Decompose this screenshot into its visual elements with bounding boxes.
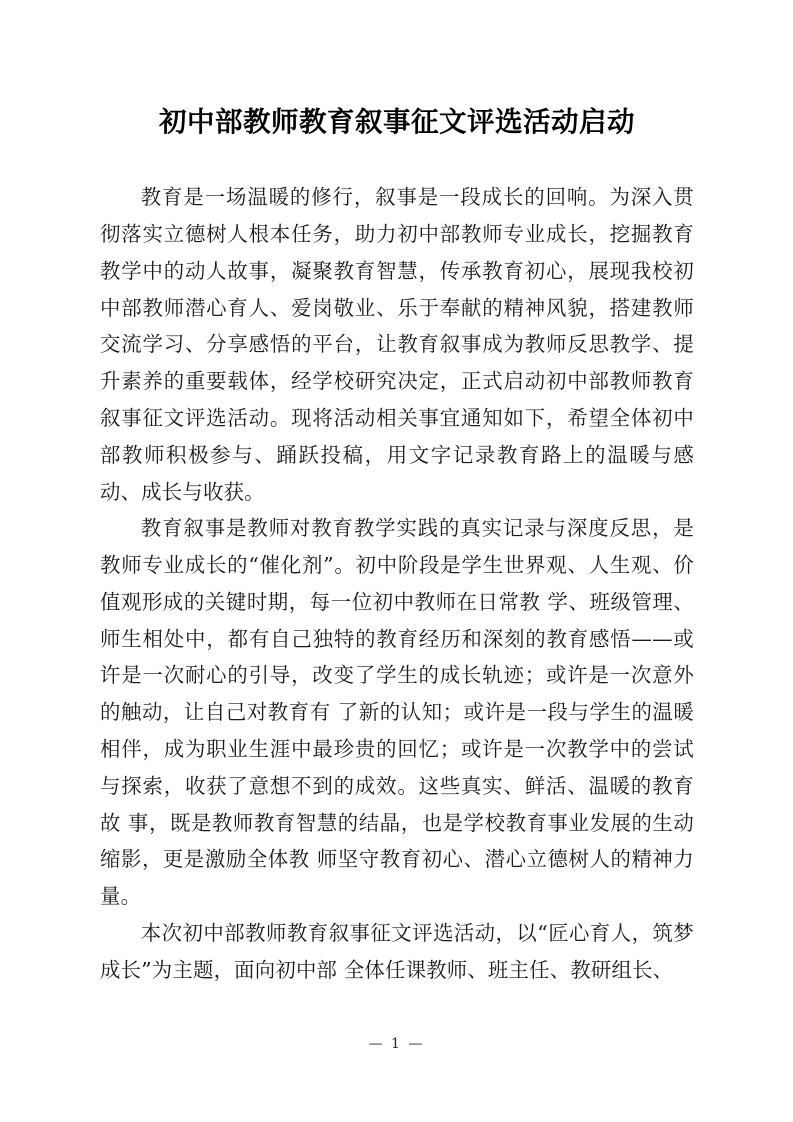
paragraph-1: 教育是一场温暖的修行，叙事是一段成长的回响。为深入贯彻落实立德树人根本任务，助力初中部教师专业成长，挖掘教育教学中的动人故事，凝聚教育智慧，传承教育初心，展现我校初中部教师潜心育人、爱岗敬业、乐于奉献的精神风貌，搭建教师交流学习、分享感悟的平台，让教育叙事成为教师反思教学、提升素养的重要载体，经学校研究决定，正式启动初中部教师教育叙事征文评选活动。现将活动相关事宜通知如下，希望全体初中部教师积极参与、踊跃投稿，用文字记录教育路上的温暖与感动、成长与收获。 xyxy=(100,185,694,504)
paragraph-3: 本次初中部教师教育叙事征文评选活动，以“匠心育人，筑梦成长”为主题，面向初中部 全体任课教师、班主任、教研组长、 xyxy=(100,921,694,982)
page-title: 初中部教师教育叙事征文评选活动启动 xyxy=(159,106,635,138)
document-content xyxy=(100,0,694,989)
paragraph-2: 教育叙事是教师对教育教学实践的真实记录与深度反思，是教师专业成长的“催化剂”。初中阶段是学生世界观、人生观、价值观形成的关键时期，每一位初中教师在日常教 学、班级管理、师生相处中，都有自己独特的教育经历和深刻的教育感悟——或许是一次耐心的引导，改变了学生的成长轨迹；或许是一次意外的触动，让自己对教育有 了新的认知；或许是一段与学生的温暖相伴，成为职业生涯中最珍贵的回忆；或许是一次教学中的尝试与探索，收获了意想不到的成效。这些真实、鲜活、温暖的教育故 事，既是教师教育智慧的结晶，也是学校教育事业发展的生动缩影，更是激励全体教 师坚守教育初心、潜心立德树人的精神力量。 xyxy=(100,516,694,909)
page-number-footer: — 1 — xyxy=(368,1036,425,1052)
body-text-block xyxy=(100,179,694,989)
